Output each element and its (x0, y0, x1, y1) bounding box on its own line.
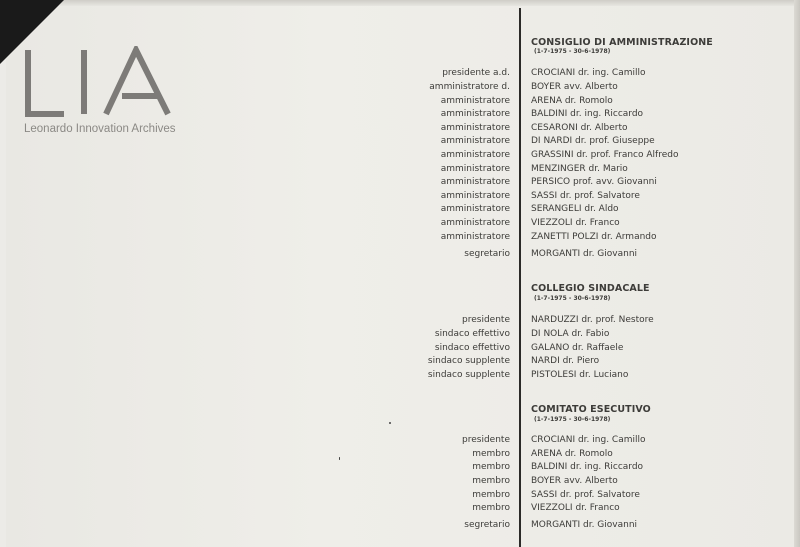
member-role: segretario (464, 520, 510, 530)
member-name: BOYER avv. Alberto (531, 476, 618, 486)
member-name: BOYER avv. Alberto (531, 82, 618, 92)
member-name: SASSI dr. prof. Salvatore (531, 191, 640, 201)
member-name: CESARONI dr. Alberto (531, 123, 628, 133)
member-role: amministratore (440, 232, 510, 242)
member-role: amministratore (440, 191, 510, 201)
member-name: NARDUZZI dr. prof. Nestore (531, 315, 654, 325)
member-name: PERSICO prof. avv. Giovanni (531, 177, 657, 187)
member-role: membro (472, 462, 510, 472)
member-name: VIEZZOLI dr. Franco (531, 218, 620, 228)
member-role: sindaco effettivo (434, 343, 510, 353)
member-name: ARENA dr. Romolo (531, 449, 613, 459)
member-name: PISTOLESI dr. Luciano (531, 370, 629, 380)
section-title: CONSIGLIO DI AMMINISTRAZIONE (531, 37, 713, 48)
member-role: presidente (462, 315, 510, 325)
member-role: sindaco effettivo (434, 329, 510, 339)
member-name: SASSI dr. prof. Salvatore (531, 490, 640, 500)
member-role: membro (472, 490, 510, 500)
member-role: amministratore (440, 109, 510, 119)
member-role: amministratore (440, 218, 510, 228)
page-top-edge (60, 0, 800, 6)
member-role: presidente (462, 435, 510, 445)
member-role: amministratore (440, 136, 510, 146)
member-role: amministratore (440, 164, 510, 174)
member-role: membro (472, 503, 510, 513)
member-name: BALDINI dr. ing. Riccardo (531, 109, 644, 119)
section-period: (1-7-1975 - 30-6-1978) (534, 295, 611, 302)
member-role: amministratore (440, 204, 510, 214)
member-name: ZANETTI POLZI dr. Armando (531, 232, 657, 242)
member-name: GRASSINI dr. prof. Franco Alfredo (531, 150, 679, 160)
member-name: VIEZZOLI dr. Franco (531, 503, 620, 513)
section-period: (1-7-1975 - 30-6-1978) (534, 48, 611, 55)
member-role: amministratore (440, 123, 510, 133)
member-name: ARENA dr. Romolo (531, 96, 613, 106)
member-name: CROCIANI dr. ing. Camillo (531, 68, 646, 78)
member-name: MENZINGER dr. Mario (531, 164, 628, 174)
member-role: segretario (464, 249, 510, 259)
page-right-edge (794, 0, 800, 547)
member-role: membro (472, 449, 510, 459)
section-period: (1-7-1975 - 30-6-1978) (534, 416, 611, 423)
member-role: amministratore d. (429, 82, 510, 92)
member-name: NARDI dr. Piero (531, 356, 600, 366)
column-divider (519, 8, 521, 547)
member-role: amministratore (440, 96, 510, 106)
section-title: COLLEGIO SINDACALE (531, 283, 650, 294)
member-name: GALANO dr. Raffaele (531, 343, 624, 353)
logo-subtitle: Leonardo Innovation Archives (24, 123, 176, 135)
paper-speck (339, 457, 340, 460)
paper-speck (389, 422, 391, 424)
member-name: BALDINI dr. ing. Riccardo (531, 462, 644, 472)
member-role: presidente a.d. (442, 68, 510, 78)
member-role: sindaco supplente (427, 356, 510, 366)
member-role: sindaco supplente (427, 370, 510, 380)
section-title: COMITATO ESECUTIVO (531, 404, 651, 415)
member-name: MORGANTI dr. Giovanni (531, 520, 638, 530)
member-name: DI NOLA dr. Fabio (531, 329, 610, 339)
member-role: membro (472, 476, 510, 486)
member-role: amministratore (440, 150, 510, 160)
member-name: MORGANTI dr. Giovanni (531, 249, 638, 259)
member-name: SERANGELI dr. Aldo (531, 204, 619, 214)
member-name: CROCIANI dr. ing. Camillo (531, 435, 646, 445)
member-role: amministratore (440, 177, 510, 187)
member-name: DI NARDI dr. prof. Giuseppe (531, 136, 655, 146)
